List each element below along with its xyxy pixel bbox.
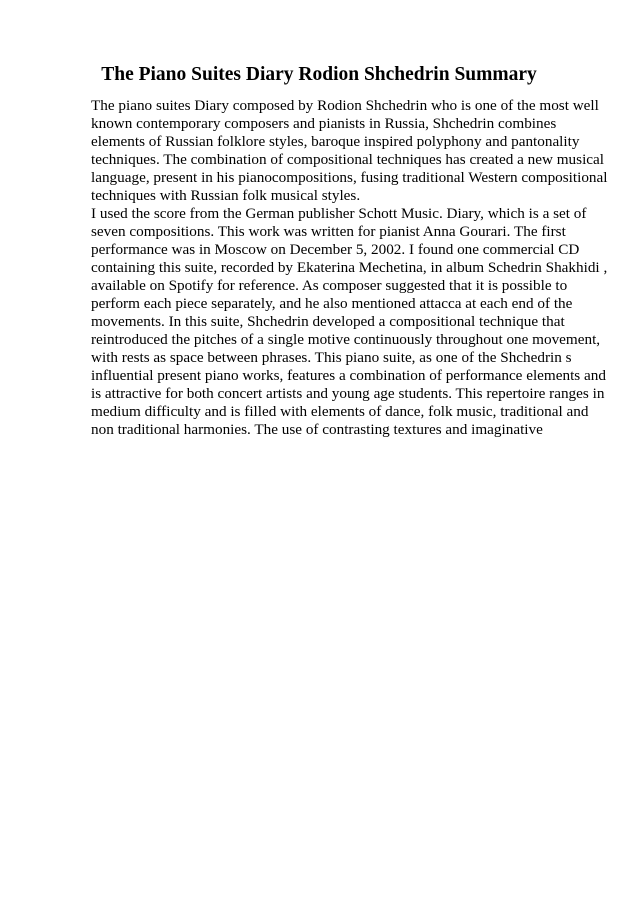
body-line: influential present piano works, features a combination of performance elements and: [91, 367, 606, 384]
body-line: seven compositions. This work was written for pianist Anna Gourari. The first: [91, 223, 566, 240]
document-title: The Piano Suites Diary Rodion Shchedrin Summary: [101, 64, 537, 85]
body-line: I used the score from the German publisher Schott Music. Diary, which is a set of: [91, 205, 587, 222]
body-line: movements. In this suite, Shchedrin developed a compositional technique that: [91, 313, 565, 330]
body-line: The piano suites Diary composed by Rodion Shchedrin who is one of the most well: [91, 97, 599, 114]
body-line: medium difficulty and is filled with elements of dance, folk music, traditional and: [91, 403, 589, 420]
body-line: techniques with Russian folk musical styles.: [91, 187, 361, 204]
body-line: performance was in Moscow on December 5, 2002. I found one commercial CD: [91, 241, 580, 258]
body-line: perform each piece separately, and he also mentioned attacca at each end of the: [91, 295, 573, 312]
body-line: elements of Russian folklore styles, baroque inspired polyphony and pantonality: [91, 133, 580, 150]
body-line: is attractive for both concert artists and young age students. This repertoire ranges in: [91, 385, 605, 402]
body-line: containing this suite, recorded by Ekaterina Mechetina, in album Schedrin Shakhidi ,: [91, 259, 608, 276]
body-line: available on Spotify for reference. As composer suggested that it is possible to: [91, 277, 568, 294]
body-line: non traditional harmonies. The use of contrasting textures and imaginative: [91, 421, 543, 438]
body-line: with rests as space between phrases. This piano suite, as one of the Shchedrin s: [91, 349, 572, 366]
body-line: reintroduced the pitches of a single motive continuously throughout one movement,: [91, 331, 601, 348]
body-line: techniques. The combination of compositional techniques has created a new musical: [91, 151, 604, 168]
body-line: known contemporary composers and pianists in Russia, Shchedrin combines: [91, 115, 557, 132]
document-body: [91, 97, 608, 439]
body-line: language, present in his pianocompositions, fusing traditional Western compositional: [91, 169, 608, 186]
